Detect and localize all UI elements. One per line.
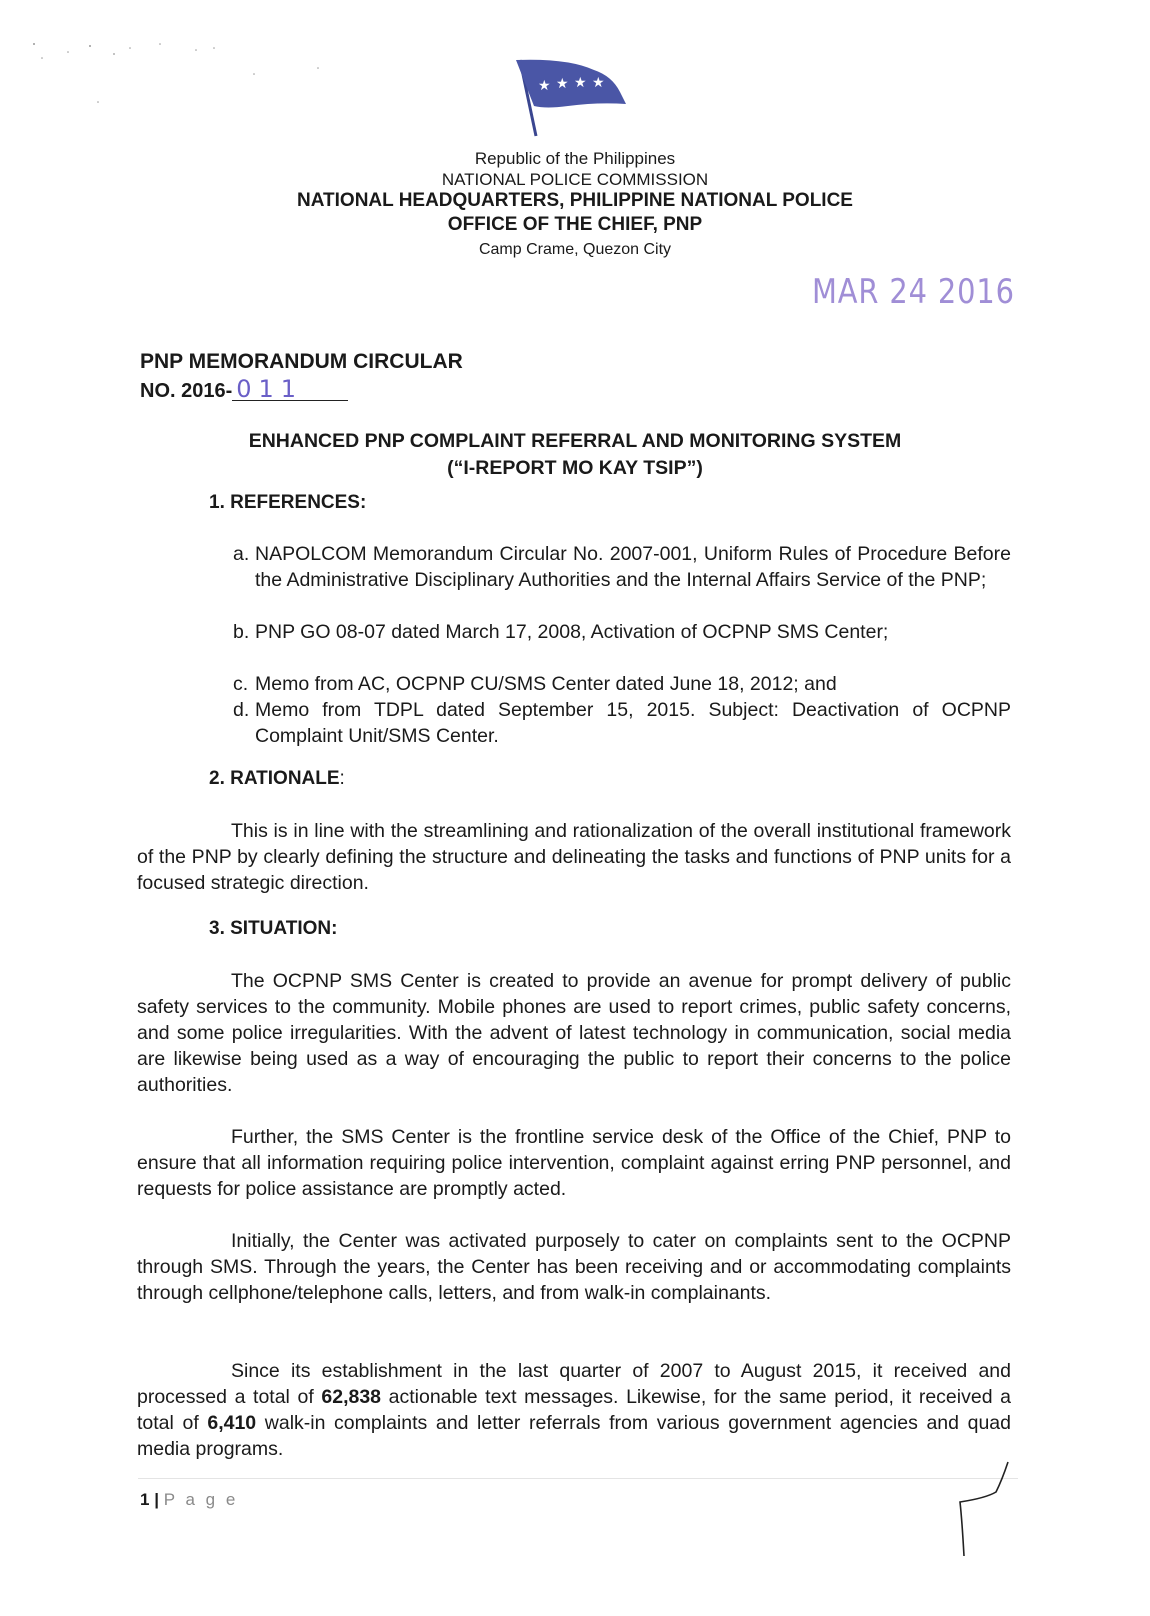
initial-signature [956, 1460, 1016, 1560]
text-message-count: 62,838 [321, 1386, 382, 1408]
situation-text-2: Further, the SMS Center is the frontline service desk of the Office of the Chief, PNP to ensure that all information requiring police intervention, complaint against erring PNP personnel, and requests for police assistance are promptly acted. [137, 1126, 1011, 1200]
situation-paragraph-1 [137, 968, 1011, 1098]
pnp-flag-icon [508, 56, 648, 142]
circular-number-prefix: NO. 2016- [140, 380, 233, 402]
document-subtitle: (“I-REPORT MO KAY TSIP”) [447, 457, 703, 479]
header-office: OFFICE OF THE CHIEF, PNP [447, 214, 703, 235]
rationale-colon: : [339, 768, 345, 789]
reference-text: Memo from AC, OCPNP CU/SMS Center dated June 18, 2012; and [255, 673, 837, 695]
situation-text-3: Initially, the Center was activated purposely to cater on complaints sent to the OCPNP through SMS. Through the years, the Center has been receiving and or accommodating complaints through cellphone/telephone calls, letters, and from walk-in complainants. [137, 1230, 1011, 1304]
walk-in-complaint-count: 6,410 [207, 1412, 257, 1434]
header-napolcom: NATIONAL POLICE COMMISSION [441, 170, 709, 189]
section-rationale-heading [209, 768, 345, 790]
situation-text-4a: Since its establishment in the last quarter of 2007 to August 2015, it received and processed a total of [137, 1360, 1011, 1408]
received-date-stamp: MAR 24 2016 [812, 272, 1015, 312]
header-headquarters: NATIONAL HEADQUARTERS, PHILIPPINE NATIONAL POLICE [297, 190, 853, 211]
situation-text-4e: walk-in complaints and letter referrals from various government agencies and quad media programs. [137, 1412, 1011, 1460]
reference-label: a. [233, 543, 250, 565]
page-number: 1 [140, 1490, 150, 1509]
header-republic: Republic of the Philippines [474, 149, 676, 168]
reference-item [233, 671, 1011, 697]
reference-text: PNP GO 08-07 dated March 17, 2008, Activation of OCPNP SMS Center; [255, 621, 889, 643]
svg-text:★: ★ [592, 75, 605, 91]
rationale-heading-text: 2. RATIONALE [209, 768, 340, 789]
scan-specks [28, 38, 328, 118]
reference-item [233, 541, 1011, 593]
reference-item [233, 619, 1011, 645]
circular-number-handwritten: 011 [232, 378, 348, 401]
reference-label: c. [233, 673, 249, 695]
header-location: Camp Crame, Quezon City [478, 241, 672, 258]
situation-paragraph-4 [137, 1358, 1011, 1462]
reference-text: Memo from TDPL dated September 15, 2015. Subject: Deactivation of OCPNP Complaint Unit/SMS Center. [255, 699, 1011, 747]
svg-text:★: ★ [556, 76, 569, 92]
svg-text:★: ★ [538, 78, 551, 94]
page-footer [140, 1490, 238, 1510]
page-label: P a g e [163, 1490, 239, 1509]
footer-divider [138, 1478, 1018, 1479]
page-separator: | [154, 1490, 159, 1509]
rationale-text: This is in line with the streamlining and rationalization of the overall institutional framework of the PNP by clearly defining the structure and delineating the tasks and functions of PNP units for a focused strategic direction. [137, 820, 1011, 894]
reference-item [233, 697, 1011, 749]
document-title: ENHANCED PNP COMPLAINT REFERRAL AND MONITORING SYSTEM [248, 430, 902, 452]
situation-text-1: The OCPNP SMS Center is created to provide an avenue for prompt delivery of public safety services to the community. Mobile phones are used to report crimes, public safety concerns, and some police irregularities. With the advent of latest technology in communication, social media are likewise being used as a way of encouraging the public to report their concerns to the police authorities. [137, 970, 1011, 1096]
circular-heading: PNP MEMORANDUM CIRCULAR [140, 350, 463, 373]
section-situation-heading: 3. SITUATION: [209, 918, 338, 939]
rationale-paragraph [137, 818, 1011, 896]
circular-number-line [140, 375, 348, 403]
reference-label: b. [233, 621, 250, 643]
svg-text:★: ★ [574, 75, 587, 91]
situation-paragraph-3 [137, 1228, 1011, 1306]
section-references-heading: 1. REFERENCES: [209, 492, 367, 513]
reference-label: d. [233, 699, 250, 721]
situation-text-4c: actionable text messages. Likewise, for the same period, it received a total of [137, 1386, 1012, 1434]
situation-paragraph-2 [137, 1124, 1011, 1202]
reference-text: NAPOLCOM Memorandum Circular No. 2007-001, Uniform Rules of Procedure Before the Administrative Disciplinary Authorities and the Internal Affairs Service of the PNP; [255, 543, 1011, 591]
